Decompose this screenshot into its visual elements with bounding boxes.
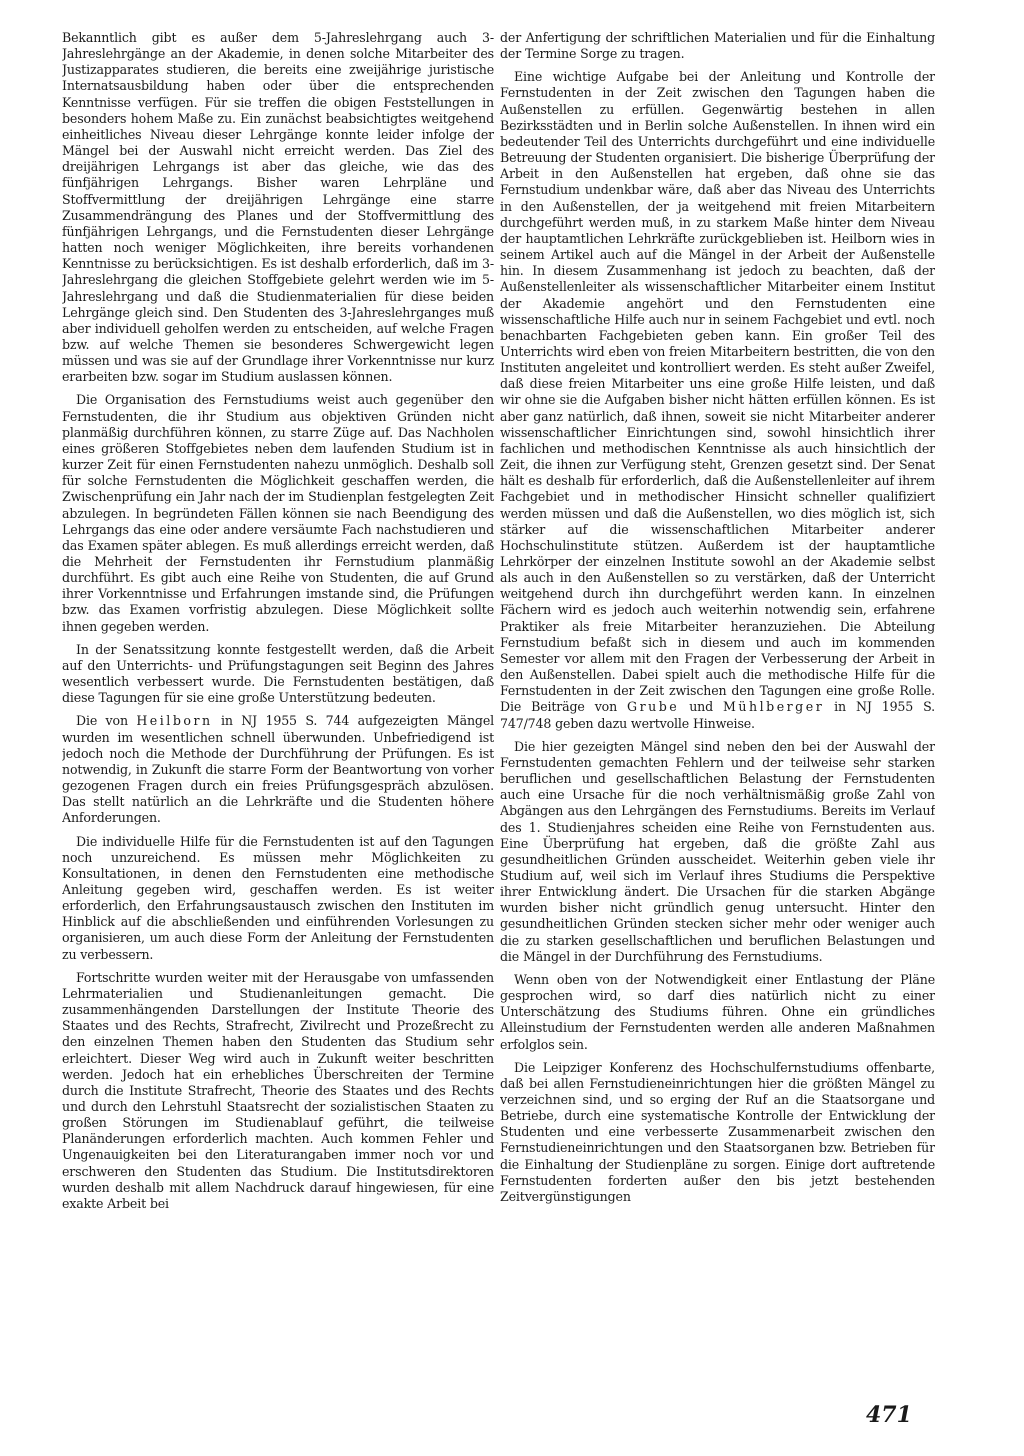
paragraph [500, 69, 935, 731]
paragraph [62, 713, 494, 826]
text-run: in NJ 1955 S. 744 aufgezeigten Mängel wurden im wesentlichen schnell überwunden. Unbefriedigend ist jedoch noch die Methode der Durchführung der Prüfungen. Es ist notwendig, in Zukunft die starre Form der Beantwortung von vorher gezogenen Fragen durch ein freies Prüfungsgespräch abzulösen. Das stellt natürlich an die Lehrkräfte und die Studenten höhere Anforderungen. [62, 713, 494, 826]
paragraph: der Anfertigung der schriftlichen Materialien und für die Einhaltung der Termine Sorge zu tragen. [500, 30, 935, 62]
author-name: Mühlberger [723, 699, 825, 715]
text-run: Die von [76, 713, 137, 729]
paragraph: Die hier gezeigten Mängel sind neben den bei der Auswahl der Fernstudenten gemachten Fehlern und der teilweise sehr starken beruflichen und gesellschaftlichen Belastung der Fernstudenten auch eine Ursache für die noch verhältnismäßig große Zahl von Abgängen aus den Lehrgängen des Fernstudiums. Bereits im Verlauf des 1. Studienjahres scheiden eine Reihe von Fernstudenten aus. Eine Überprüfung hat ergeben, daß die größte Zahl aus gesundheitlichen Gründen ausscheidet. Weiterhin geben viele ihr Studium auf, weil sich im Verlauf ihres Studiums die Perspektive ihrer Entwicklung ändert. Die Ursachen für die starken Abgänge wurden bisher nicht gründlich genug untersucht. Hinter den gesundheitlichen Gründen stecken sicher mehr oder weniger auch die zu starken gesellschaftlichen und beruflichen Belastungen und die Mängel in der Durchführung des Fernstudiums. [500, 738, 935, 964]
paragraph: In der Senatssitzung konnte festgestellt werden, daß die Arbeit auf den Unterrichts- und Prüfungstagungen seit Beginn des Jahres wesentlich verbessert wurde. Die Fernstudenten bestätigen, daß diese Tagungen für sie eine große Unterstützung bedeuten. [62, 641, 494, 706]
text-run: und [679, 699, 723, 715]
right-column [500, 30, 935, 1406]
paragraph: Die Leipziger Konferenz des Hochschulfernstudiums offenbarte, daß bei allen Fernstudieneinrichtungen hier die größten Mängel zu verzeichnen sind, und so erging der Ruf an die Staatsorgane und Betriebe, durch eine systematische Kontrolle der Entwicklung der Studenten und eine verbesserte Zusammenarbeit zwischen den Fernstudieneinrichtungen und den Staatsorganen bzw. Betrieben für die Einhaltung der Studienpläne zu sorgen. Einige dort auftretende Fernstudenten forderten außer den bis jetzt bestehenden Zeitvergünstigungen [500, 1059, 935, 1204]
author-name: Heilborn [136, 713, 213, 729]
text-run: in NJ 1955 S. 747/748 geben dazu wertvolle Hinweise. [500, 699, 935, 731]
paragraph: Wenn oben von der Notwendigkeit einer Entlastung der Pläne gesprochen wird, so darf dies natürlich nicht zu einer Unterschätzung des Studiums führen. Ohne ein gründliches Alleinstudium der Fernstudenten werden alle anderen Maßnahmen erfolglos sein. [500, 971, 935, 1052]
paragraph: Die individuelle Hilfe für die Fernstudenten ist auf den Tagungen noch unzureichend. Es müssen mehr Möglichkeiten zu Konsultationen, in denen den Fernstudenten eine methodische Anleitung gegeben wird, geschaffen werden. Es ist weiter erforderlich, den Erfahrungsaustausch zwischen den Instituten im Hinblick auf die abschließenden und einführenden Vorlesungen zu organisieren, um auch diese Form der Anleitung der Fernstudenten zu verbessern. [62, 833, 494, 962]
text-run: Eine wichtige Aufgabe bei der Anleitung und Kontrolle der Fernstudenten in der Zeit zwischen den Tagungen haben die Außenstellen zu erfüllen. Gegenwärtig bestehen in allen Bezirksstädten und in Berlin solche Außenstellen. In ihnen wird ein bedeutender Teil des Unterrichts durchgeführt und eine individuelle Betreuung der Studenten organisiert. Die bisherige Überprüfung der Arbeit in den Außenstellen hat ergeben, daß ohne sie das Fernstudium undenkbar wäre, daß aber das Niveau des Unterrichts in den Außenstellen, der ja weitgehend mit freien Mitarbeitern durchgeführt werden muß, in zu starkem Maße hinter dem Niveau der hauptamtlichen Lehrkräfte zurückgeblieben ist. Heilborn wies in seinem Artikel auch auf die Mängel in der Arbeit der Außenstelle hin. In diesem Zusammenhang ist jedoch zu beachten, daß der Außenstellenleiter als wissenschaftlicher Mitarbeiter einem Institut der Akademie angehört und den Fernstudenten eine wissenschaftliche Hilfe auch nur in seinem Fachgebiet und evtl. noch benachbarten Fachgebieten geben kann. Ein großer Teil des Unterrichts wird eben von freien Mitarbeitern bestritten, die von den Instituten angeleitet und kontrolliert werden. Es steht außer Zweifel, daß diese freien Mitarbeiter uns eine große Hilfe leisten, und daß wir ohne sie die Aufgaben bisher nicht hätten erfüllen können. Es ist aber ganz natürlich, daß ihnen, soweit sie nicht Mitarbeiter anderer wissenschaftlicher Einrichtungen sind, sowohl hinsichtlich ihrer fachlichen und methodischen Kenntnisse als auch hinsichtlich der Zeit, die ihnen zur Verfügung steht, Grenzen gesetzt sind. Der Senat hält es deshalb für erforderlich, daß die Außenstellenleiter auf ihrem Fachgebiet und in methodischer Hinsicht schneller qualifiziert werden müssen und daß die Außenstellen, wo dies möglich ist, sich stärker auf die wissenschaftlichen Mitarbeiter anderer Hochschulinstitute stützen. Außerdem ist der hauptamtliche Lehrkörper der einzelnen Institute sowohl an der Akademie selbst als auch in den Außenstellen so zu verstärken, daß der Unterricht weitgehend durch ihn durchgeführt werden kann. In einzelnen Fächern wird es jedoch auch weiterhin notwendig sein, erfahrene Praktiker als freie Mitarbeiter heranzuziehen. Die Abteilung Fernstudium befaßt sich in diesem und auch im kommenden Semester vor allem mit den Fragen der Verbesserung der Arbeit in den Außenstellen. Dabei spielt auch die methodische Hilfe für die Fernstudenten in der Zeit zwischen den Tagungen eine große Rolle. Die Beiträge von [500, 69, 935, 715]
page-number: 471 [866, 1402, 912, 1428]
paragraph: Bekanntlich gibt es außer dem 5-Jahreslehrgang auch 3-Jahreslehrgänge an der Akademie, in denen solche Mitarbeiter des Justizapparates studieren, die bereits eine zweijährige juristische Internatsausbildung haben oder über die entsprechenden Kenntnisse verfügen. Für sie treffen die obigen Feststellungen in besonders hohem Maße zu. Ein zunächst beabsichtigtes weitgehend einheitliches Niveau dieser Lehrgänge konnte leider infolge der Mängel bei der Auswahl nicht erreicht werden. Das Ziel des dreijährigen Lehrgangs ist aber das gleiche, wie das des fünfjährigen Lehrgangs. Bisher waren Lehrpläne und Stoffvermittlung der dreijährigen Lehrgänge eine starre Zusammendrängung des Planes und der Stoffvermittlung des fünfjährigen Lehrgangs, und die Fernstudenten dieser Lehrgänge hatten noch weniger Möglichkeiten, ihre bereits vorhandenen Kenntnisse zu berücksichtigen. Es ist deshalb erforderlich, daß im 3-Jahreslehrgang die gleichen Stoffgebiete gelehrt werden wie im 5-Jahreslehrgang und daß die Studienmaterialien für diese beiden Lehrgänge gleich sind. Den Studenten des 3-Jahreslehrganges muß aber individuell geholfen werden zu entscheiden, auf welche Fragen bzw. auf welche Themen sie besonderes Schwergewicht legen müssen und was sie auf der Grundlage ihrer Vorkenntnisse nur kurz erarbeiten bzw. sogar im Studium auslassen können. [62, 30, 494, 385]
paragraph: Die Organisation des Fernstudiums weist auch gegenüber den Fernstudenten, die ihr Studium aus objektiven Gründen nicht planmäßig durchführen können, zu starre Züge auf. Das Nachholen eines größeren Stoffgebietes neben dem laufenden Studium ist in kurzer Zeit für einen Fernstudenten nahezu unmöglich. Deshalb soll für solche Fernstudenten die Möglichkeit geschaffen werden, die Zwischenprüfung ein Jahr nach der im Studienplan festgelegten Zeit abzulegen. In begründeten Fällen können sie nach Beendigung des Lehrgangs das eine oder andere versäumte Fach nachstudieren und das Examen später ablegen. Es muß allerdings erreicht werden, daß die Mehrheit der Fernstudenten ihr Fernstudium planmäßig durchführt. Es gibt auch eine Reihe von Studenten, die auf Grund ihrer Vorkenntnisse und Erfahrungen imstande sind, die Prüfungen bzw. das Examen vorfristig abzulegen. Diese Möglichkeit sollte ihnen gegeben werden. [62, 392, 494, 634]
paragraph: Fortschritte wurden weiter mit der Herausgabe von umfassenden Lehrmaterialien und Studienanleitungen gemacht. Die zusammenhängenden Darstellungen der Institute Theorie des Staates und des Rechts, Strafrecht, Zivilrecht und Prozeßrecht zu den einzelnen Themen haben den Studenten das Studium sehr erleichtert. Dieser Weg wird auch in Zukunft weiter beschritten werden. Jedoch hat ein erhebliches Überschreiten der Termine durch die Institute Strafrecht, Theorie des Staates und des Rechts und durch den Lehrstuhl Staatsrecht der sozialistischen Staaten zu großen Störungen im Studienablauf geführt, die teilweise Planänderungen erforderlich machten. Auch kommen Fehler und Ungenauigkeiten bei den Literaturangaben immer noch vor und erschweren den Studenten das Studium. Die Institutsdirektoren wurden deshalb mit allem Nachdruck darauf hingewiesen, für eine exakte Arbeit bei [62, 969, 494, 1211]
author-name: Grube [627, 699, 680, 715]
left-column [62, 30, 494, 1406]
